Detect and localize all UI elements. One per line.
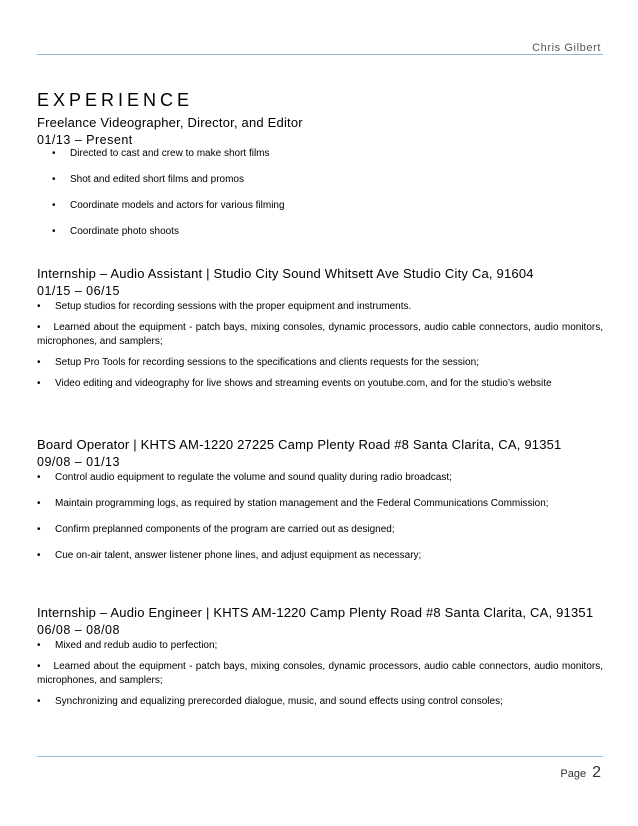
bullet-text: Learned about the equipment - patch bays, mixing consoles, dynamic processors, audio cable connectors, audio monitors, microphones, and samplers; (37, 322, 603, 347)
job-title: Internship – Audio Assistant | Studio City Sound Whitsett Ave Studio City Ca, 91604 (37, 266, 534, 281)
job-title: Freelance Videographer, Director, and Editor (37, 115, 303, 130)
job-title: Internship – Audio Engineer | KHTS AM-1220 Camp Plenty Road #8 Santa Clarita, CA, 91351 (37, 605, 594, 620)
job-title: Board Operator | KHTS AM-1220 27225 Camp Plenty Road #8 Santa Clarita, CA, 91351 (37, 437, 562, 452)
list-item (37, 497, 603, 511)
bullet-text: Setup studios for recording sessions with the proper equipment and instruments. (55, 301, 412, 312)
list-item (37, 695, 603, 709)
job-dates: 01/15 – 06/15 (37, 284, 120, 298)
header-author-name: Chris Gilbert (532, 42, 601, 54)
resume-content (37, 90, 603, 709)
list-item (37, 523, 603, 537)
bullet-icon: • (37, 550, 41, 561)
bullet-icon: • (37, 378, 41, 389)
bullet-text: Mixed and redub audio to perfection; (55, 640, 218, 651)
bullet-text: Shot and edited short films and promos (70, 174, 244, 185)
bullet-text: Confirm preplanned components of the program are carried out as designed; (55, 524, 395, 535)
job-dates: 09/08 – 01/13 (37, 455, 120, 469)
list-item (37, 660, 603, 688)
footer-divider (37, 756, 603, 757)
bullet-icon: • (37, 357, 41, 368)
bullet-text: Cue on-air talent, answer listener phone lines, and adjust equipment as necessary; (55, 550, 422, 561)
page-label: Page (560, 768, 587, 780)
job-dates: 06/08 – 08/08 (37, 623, 120, 637)
header-divider (37, 54, 603, 55)
bullet-text: Learned about the equipment - patch bays, mixing consoles, dynamic processors, audio cable connectors, audio monitors, microphones, and samplers; (37, 661, 603, 686)
bullet-text: Coordinate models and actors for various filming (70, 200, 285, 211)
job-entry (37, 437, 603, 563)
job-dates: 01/13 – Present (37, 133, 133, 147)
list-item (37, 199, 603, 213)
job-bullet-list (37, 300, 603, 391)
list-item (37, 471, 603, 485)
page-number (560, 764, 601, 782)
list-item (37, 549, 603, 563)
bullet-text: Synchronizing and equalizing prerecorded dialogue, music, and sound effects using control consoles; (55, 696, 503, 707)
bullet-text: Coordinate photo shoots (70, 226, 179, 237)
job-bullet-list (37, 639, 603, 709)
list-item (37, 639, 603, 653)
bullet-icon: • (37, 498, 41, 509)
bullet-icon: • (52, 148, 56, 159)
list-item (37, 356, 603, 370)
bullet-icon: • (37, 472, 41, 483)
list-item (37, 147, 603, 161)
bullet-icon: • (37, 524, 41, 535)
bullet-icon: • (52, 226, 56, 237)
bullet-icon: • (52, 174, 56, 185)
bullet-text: Maintain programming logs, as required by station management and the Federal Communications Commission; (55, 498, 549, 509)
bullet-icon: • (37, 640, 41, 651)
bullet-icon: • (52, 200, 56, 211)
job-entry (37, 115, 603, 239)
job-entry (37, 266, 603, 391)
job-bullet-list (37, 471, 603, 563)
bullet-text: Directed to cast and crew to make short films (70, 148, 270, 159)
job-bullet-list (37, 147, 603, 239)
list-item (37, 321, 603, 349)
job-entry (37, 605, 603, 709)
bullet-icon: • (37, 322, 41, 333)
bullet-text: Setup Pro Tools for recording sessions to the specifications and clients requests for the session; (55, 357, 479, 368)
bullet-text: Video editing and videography for live shows and streaming events on youtube.com, and for the studio’s website (55, 378, 552, 389)
list-item (37, 300, 603, 314)
section-title-experience: EXPERIENCE (37, 90, 194, 110)
bullet-text: Control audio equipment to regulate the volume and sound quality during radio broadcast; (55, 472, 452, 483)
list-item (37, 173, 603, 187)
list-item (37, 377, 603, 391)
page-number-value: 2 (592, 764, 601, 781)
bullet-icon: • (37, 661, 41, 672)
bullet-icon: • (37, 301, 41, 312)
list-item (37, 225, 603, 239)
bullet-icon: • (37, 696, 41, 707)
